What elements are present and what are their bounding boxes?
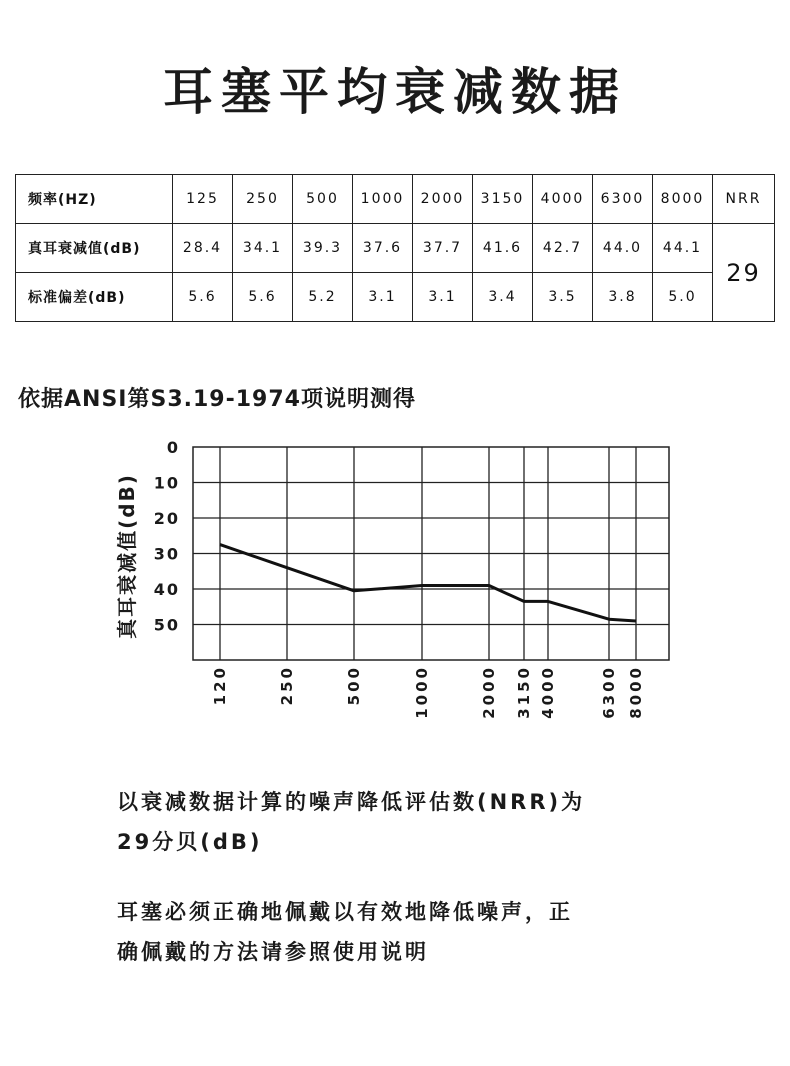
- y-tick-label: 30: [153, 544, 180, 564]
- attenuation-cell: 41.6: [473, 224, 533, 273]
- frequency-cell: 1000: [353, 175, 413, 224]
- standard-note: 依据ANSI第S3.19-1974项说明测得: [18, 387, 416, 412]
- attenuation-cell: 44.0: [593, 224, 653, 273]
- std-deviation-label: 标准偏差(dB): [16, 273, 173, 322]
- frequency-cell: 4000: [533, 175, 593, 224]
- x-tick-label: 3150: [515, 665, 533, 719]
- nrr-description-line: 以衰减数据计算的噪声降低评估数(NRR)为: [117, 790, 586, 814]
- x-tick-label: 8000: [627, 665, 645, 719]
- attenuation-label: 真耳衰减值(dB): [16, 224, 173, 273]
- wearing-note-line: 耳塞必须正确地佩戴以有效地降低噪声，正: [117, 900, 573, 924]
- x-tick-label: 500: [345, 665, 363, 706]
- x-tick-label: 1000: [413, 665, 431, 719]
- std-deviation-cell: 5.0: [653, 273, 713, 322]
- nrr-description: [117, 782, 717, 862]
- attenuation-cell: 37.7: [413, 224, 473, 273]
- std-deviation-cell: 3.1: [353, 273, 413, 322]
- std-deviation-cell: 3.8: [593, 273, 653, 322]
- nrr-value: 29: [713, 224, 775, 322]
- attenuation-cell: 44.1: [653, 224, 713, 273]
- frequency-cell: 125: [173, 175, 233, 224]
- x-tick-label: 2000: [480, 665, 498, 719]
- attenuation-cell: 34.1: [233, 224, 293, 273]
- y-axis-label: 真耳衰减值(dB): [115, 473, 139, 639]
- nrr-description-line: 29分贝(dB): [117, 830, 263, 854]
- x-tick-label: 250: [278, 665, 296, 706]
- std-deviation-cell: 5.2: [293, 273, 353, 322]
- wearing-note-line: 确佩戴的方法请参照使用说明: [117, 940, 429, 964]
- frequency-cell: 8000: [653, 175, 713, 224]
- frequency-cell: 2000: [413, 175, 473, 224]
- attenuation-cell: 37.6: [353, 224, 413, 273]
- std-deviation-cell: 3.1: [413, 273, 473, 322]
- frequency-label: 频率(HZ): [16, 175, 173, 224]
- frequency-cell: 500: [293, 175, 353, 224]
- y-tick-label: 40: [153, 580, 180, 599]
- nrr-label: NRR: [713, 175, 775, 224]
- frequency-cell: 3150: [473, 175, 533, 224]
- wearing-note: [117, 892, 717, 972]
- x-tick-label: 4000: [539, 665, 557, 719]
- y-tick-labels: [154, 438, 180, 635]
- std-deviation-cell: 3.4: [473, 273, 533, 322]
- y-tick-label: 0: [166, 438, 180, 457]
- y-tick-label: 20: [153, 509, 180, 528]
- attenuation-series-line: [220, 545, 636, 621]
- chart-grid: [193, 447, 669, 660]
- frequency-cell: 6300: [593, 175, 653, 224]
- y-tick-label: 50: [153, 615, 180, 635]
- x-tick-label: 120: [211, 665, 229, 706]
- page-title: 耳塞平均衰减数据: [163, 63, 627, 121]
- attenuation-cell: 28.4: [173, 224, 233, 273]
- x-tick-label: 6300: [600, 665, 618, 719]
- std-deviation-cell: 5.6: [233, 273, 293, 322]
- attenuation-cell: 42.7: [533, 224, 593, 273]
- frequency-cell: 250: [233, 175, 293, 224]
- attenuation-cell: 39.3: [293, 224, 353, 273]
- std-deviation-cell: 5.6: [173, 273, 233, 322]
- std-deviation-cell: 3.5: [533, 273, 593, 322]
- y-tick-label: 10: [153, 473, 180, 493]
- x-tick-labels: [211, 665, 645, 719]
